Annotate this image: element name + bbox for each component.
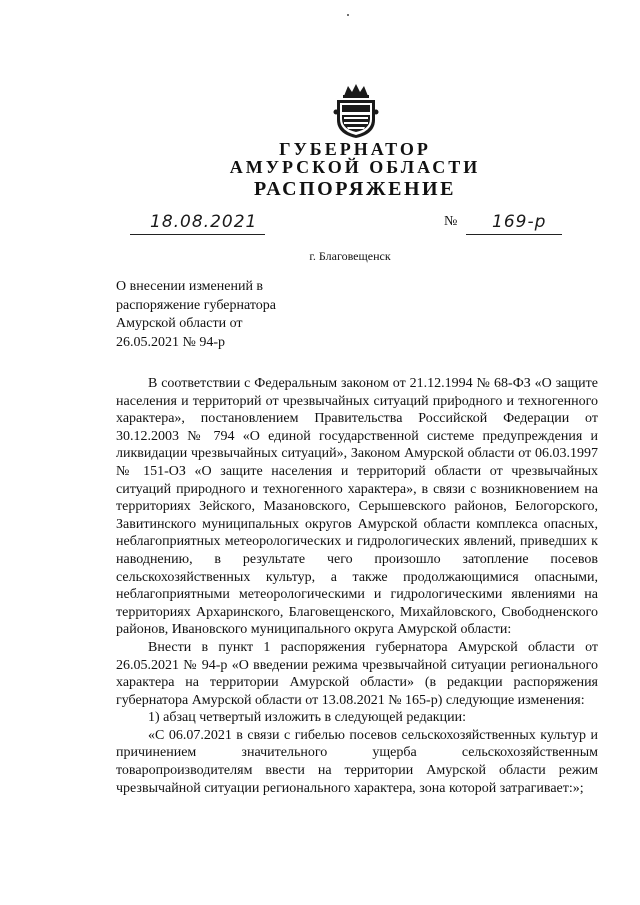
header-title-region: АМУРСКОЙ ОБЛАСТИ [229, 157, 481, 177]
body-paragraph-item-1: 1) абзац четвертый изложить в следующей редакции: [148, 710, 466, 726]
document-type-title: РАСПОРЯЖЕНИЕ [254, 178, 456, 200]
scan-speck [347, 14, 349, 16]
body-paragraph-quote: «С 06.07.2021 в связи с гибелью посевов сельскохозяйственных культур и причинением значительного ущерба сельскохозяйственным товаропроизводителям ввести на территории Амурской области режим чрезвычайной ситуации регионального характера, зона которой затрагивает:»; [116, 727, 598, 796]
subject-line: Амурской области от [116, 316, 243, 331]
subject-block [116, 278, 336, 352]
number-value: 169-р [492, 212, 547, 232]
header-title-governor: ГУБЕРНАТОР [279, 139, 431, 159]
body-paragraph-preamble: В соответствии с Федеральным законом от 21.12.1994 № 68-ФЗ «О защите населения и территорий от чрезвычайных ситуаций природного и техногенного характера», постановлением Правительства Российской Федерации от 30.12.2003 № 794 «О единой государственной системе предупреждения и ликвидации чрезвычайных ситуаций», Законом Амурской области от 06.03.1997 № 151-ОЗ «О защите населения и территорий области от чрезвычайных ситуаций природного и техногенного характера», в связи с возникновением на территориях Зейского, Мазановского, Серышевского районов, Белогорского, Завитинского муниципальных округов Амурской области комплекса опасных, неблагоприятных метеорологических и гидрологических явлений, приведших к наводнению, в результате чего произошло затопление посевов сельскохозяйственных культур, а также продолжающимися опасными, неблагоприятными метеорологическими и гидрологическими явлениями на территориях Архаринского, Благовещенского, Михайловского, Свободненского районов, Ивановского муниципального округа Амурской области: [116, 376, 598, 638]
subject-line: распоряжение губернатора [116, 297, 276, 313]
body-paragraph-directive: Внести в пункт 1 распоряжения губернатора Амурской области от 26.05.2021 № 94-р «О введении режима чрезвычайной ситуации регионального характера на территории Амурской области» (в редакции распоряжения губернатора Амурской области от 13.08.2021 № 165-р) следующие изменения: [116, 639, 598, 708]
coat-of-arms-icon [330, 82, 382, 140]
date-value: 18.08.2021 [150, 212, 258, 232]
subject-line: О внесении изменений в [116, 279, 264, 294]
document-body [116, 375, 598, 797]
number-label: № [444, 214, 458, 229]
number-field [466, 212, 562, 235]
city-label: г. Благовещенск [309, 249, 391, 263]
date-field [130, 212, 265, 235]
subject-line: 26.05.2021 № 94-р [116, 334, 226, 350]
